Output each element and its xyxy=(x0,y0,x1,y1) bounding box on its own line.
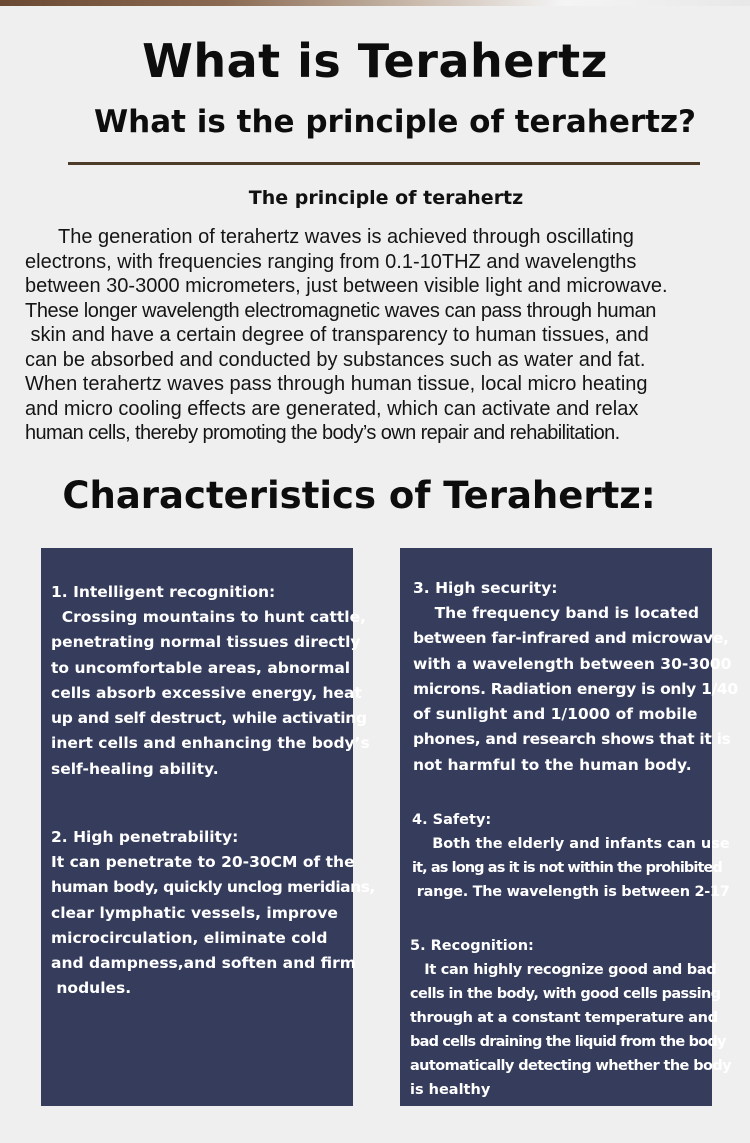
item-line: and dampness,and soften and firm xyxy=(51,954,356,973)
characteristics-heading: Characteristics of Terahertz: xyxy=(62,474,656,517)
item-line: bad cells draining the liquid from the body xyxy=(410,1034,726,1050)
item-line: cells in the body, with good cells passing xyxy=(410,986,721,1002)
principle-line: When terahertz waves pass through human tissue, local micro heating xyxy=(25,373,648,395)
principle-line: can be absorbed and conducted by substances such as water and fat. xyxy=(25,348,646,371)
characteristics-panel-right xyxy=(400,548,738,1106)
item-line: of sunlight and 1/1000 of mobile xyxy=(413,705,698,724)
item-line: microns. Radiation energy is only 1/40 xyxy=(413,679,738,698)
principle-line: These longer wavelength electromagnetic waves can pass through human xyxy=(25,299,656,322)
principle-line: between 30-3000 micrometers, just between visible light and microwave. xyxy=(25,275,668,297)
item-line: through at a constant temperature and xyxy=(410,1010,718,1026)
item-line: is healthy xyxy=(410,1082,491,1098)
principle-line: electrons, with frequencies ranging from 0.1-10THZ and wavelengths xyxy=(25,250,637,273)
item-line: self-healing ability. xyxy=(51,759,219,778)
page-subtitle: What is the principle of terahertz? xyxy=(93,104,697,140)
characteristic-item-intelligent-recognition xyxy=(51,580,370,782)
top-photo-strip xyxy=(0,0,750,6)
item-line: it, as long as it is not within the prohibited xyxy=(412,860,722,876)
item-line: between far-infrared and microwave, xyxy=(413,629,729,648)
item-line: phones, and research shows that it is xyxy=(413,730,731,749)
characteristic-item-high-penetrability xyxy=(51,825,375,1002)
item-line: It can penetrate to 20-30CM of the xyxy=(51,853,355,871)
item-line: clear lymphatic vessels, improve xyxy=(51,903,338,922)
characteristics-panel-left xyxy=(41,548,375,1106)
item-line: The frequency band is located xyxy=(413,604,700,622)
principle-paragraph xyxy=(25,225,735,446)
item-title: 4. Safety: xyxy=(412,812,492,828)
title-divider xyxy=(68,162,700,165)
item-line: range. The wavelength is between 2-17 xyxy=(412,884,730,900)
principle-line: The generation of terahertz waves is achieved through oscillating xyxy=(25,226,634,248)
principle-heading: The principle of terahertz xyxy=(248,187,524,209)
item-line: nodules. xyxy=(51,979,132,998)
characteristic-item-safety xyxy=(412,808,730,904)
item-title: 1. Intelligent recognition: xyxy=(51,583,276,601)
item-title: 2. High penetrability: xyxy=(51,828,239,846)
page-title: What is Terahertz xyxy=(142,34,608,88)
item-line: inert cells and enhancing the body’s xyxy=(51,734,370,753)
principle-line: skin and have a certain degree of transparency to human tissues, and xyxy=(25,324,649,346)
item-line: to uncomfortable areas, abnormal xyxy=(51,658,351,677)
item-line: not harmful to the human body. xyxy=(413,755,692,774)
item-line: Both the elderly and infants can use xyxy=(412,836,730,852)
item-line: Crossing mountains to hunt cattle, xyxy=(51,608,367,626)
item-line: up and self destruct, while activating xyxy=(51,709,367,728)
item-line: It can highly recognize good and bad xyxy=(410,962,717,978)
principle-line: human cells, thereby promoting the body’s own repair and rehabilitation. xyxy=(25,422,620,444)
item-line: microcirculation, eliminate cold xyxy=(51,928,328,947)
principle-line: and micro cooling effects are generated, which can activate and relax xyxy=(25,397,639,420)
item-line: cells absorb excessive energy, heat xyxy=(51,683,362,702)
characteristic-item-high-security xyxy=(413,576,738,778)
item-line: automatically detecting whether the body xyxy=(410,1058,731,1074)
item-line: with a wavelength between 30-3000 xyxy=(413,654,732,673)
item-line: penetrating normal tissues directly xyxy=(51,633,361,652)
item-line: human body, quickly unclog meridians, xyxy=(51,878,375,897)
item-title: 5. Recognition: xyxy=(410,938,534,954)
item-title: 3. High security: xyxy=(413,579,558,597)
characteristic-item-recognition xyxy=(410,934,731,1102)
